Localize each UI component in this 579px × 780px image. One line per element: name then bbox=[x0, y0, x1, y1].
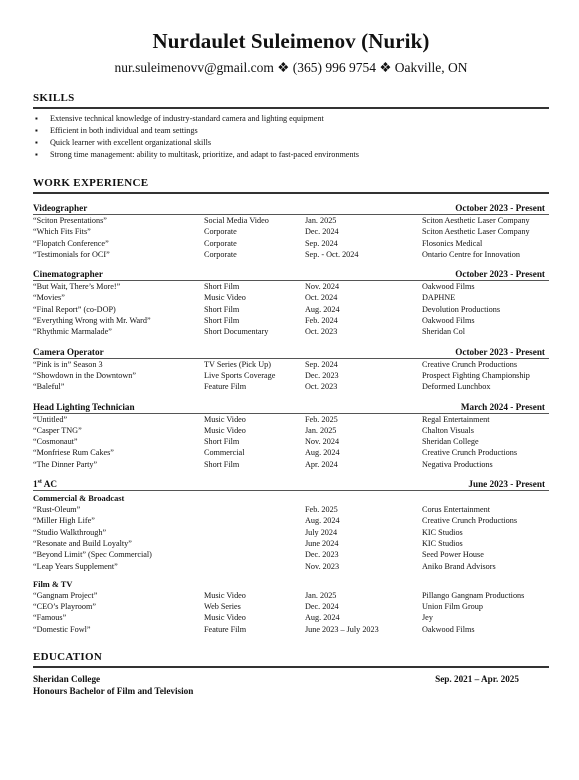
credit-company: KIC Studios bbox=[422, 527, 463, 537]
credit-title: “Everything Wrong with Mr. Ward” bbox=[33, 316, 151, 326]
credit-row bbox=[33, 292, 549, 303]
credit-company: Regal Entertainment bbox=[422, 414, 490, 424]
credit-company: KIC Studios bbox=[422, 538, 463, 548]
credit-row bbox=[33, 549, 549, 560]
skills-divider bbox=[33, 107, 549, 109]
role-first-ac bbox=[33, 478, 549, 635]
role-dates: October 2023 - Present bbox=[455, 203, 545, 213]
work-heading: WORK EXPERIENCE bbox=[33, 177, 149, 189]
credit-date: Aug. 2024 bbox=[305, 613, 340, 623]
credit-company: Oakwood Films bbox=[422, 624, 475, 634]
credit-row bbox=[33, 436, 549, 447]
credit-company: Devolution Productions bbox=[422, 304, 501, 314]
credit-row bbox=[33, 590, 549, 601]
credit-type: TV Series (Pick Up) bbox=[204, 359, 271, 369]
credit-company: Creative Crunch Productions bbox=[422, 359, 518, 369]
credit-company: Creative Crunch Productions bbox=[422, 448, 518, 458]
credit-type: Feature Film bbox=[204, 382, 247, 392]
role-title: Cinematographer bbox=[33, 269, 103, 280]
skill-item: ▪ Strong time management: ability to multitask, prioritize, and adapt to fast-paced environments bbox=[33, 149, 549, 161]
role-title: Videographer bbox=[33, 203, 88, 213]
credit-type bbox=[204, 515, 305, 526]
credit-list bbox=[33, 281, 549, 337]
credit-type: Commercial bbox=[204, 448, 245, 458]
credit-title: “Casper TNG” bbox=[33, 425, 82, 435]
credit-date: Oct. 2023 bbox=[305, 327, 338, 337]
role-head-lighting bbox=[33, 401, 549, 470]
credit-date: Apr. 2024 bbox=[305, 459, 338, 469]
credit-row bbox=[33, 601, 549, 612]
credit-row bbox=[33, 414, 549, 425]
credit-company: Sciton Aesthetic Laser Company bbox=[422, 227, 530, 237]
role-title: 1st AC bbox=[33, 478, 57, 490]
credit-type: Short Film bbox=[204, 304, 240, 314]
skills-heading: SKILLS bbox=[33, 92, 75, 104]
credit-company: Negativa Productions bbox=[422, 459, 493, 469]
credit-type: Corporate bbox=[204, 238, 237, 248]
role-title: Camera Operator bbox=[33, 346, 104, 357]
credit-title: “Pink is in” Season 3 bbox=[33, 359, 103, 369]
candidate-name: Nurdaulet Suleimenov (Nurik) bbox=[152, 29, 430, 53]
credit-row bbox=[33, 315, 549, 326]
credit-type: Corporate bbox=[204, 249, 237, 259]
credit-type: Short Film bbox=[204, 437, 240, 447]
credit-title: “Sciton Presentations” bbox=[33, 216, 107, 225]
credit-date: Dec. 2023 bbox=[305, 370, 339, 380]
skill-item: ▪ Efficient in both individual and team settings bbox=[33, 125, 549, 137]
credit-date: Sep. 2024 bbox=[305, 359, 338, 369]
credit-type: Music Video bbox=[204, 590, 246, 600]
credit-company: Chalton Visuals bbox=[422, 425, 474, 435]
education-dates: Sep. 2021 – Apr. 2025 bbox=[435, 674, 519, 685]
credit-type: Corporate bbox=[204, 227, 237, 237]
credit-date: Jan. 2025 bbox=[305, 216, 337, 225]
credit-date: Aug. 2024 bbox=[305, 516, 340, 526]
role-divider bbox=[33, 490, 549, 491]
credit-row bbox=[33, 624, 549, 635]
skill-item: ▪ Quick learner with excellent organizational skills bbox=[33, 137, 549, 149]
credit-type: Web Series bbox=[204, 602, 241, 612]
credit-type: Short Film bbox=[204, 282, 240, 292]
credit-type: Social Media Video bbox=[204, 216, 269, 225]
credit-row bbox=[33, 538, 549, 549]
credit-company: Deformed Lunchbox bbox=[422, 382, 491, 392]
credit-row bbox=[33, 238, 549, 249]
credit-row bbox=[33, 425, 549, 436]
credit-type bbox=[204, 504, 305, 515]
credit-title: “Rust-Oleum” bbox=[33, 505, 81, 515]
credit-title: “Domestic Fowl” bbox=[33, 624, 91, 634]
credit-row bbox=[33, 304, 549, 315]
credit-title: “Monfriese Rum Cakes” bbox=[33, 448, 114, 458]
credit-list bbox=[33, 359, 549, 393]
credit-title: “Resonate and Build Loyalty” bbox=[33, 538, 132, 548]
credit-type bbox=[204, 561, 305, 572]
contact-line: nur.suleimenovv@gmail.com ❖ (365) 996 9754 ❖ Oakville, ON bbox=[114, 60, 468, 75]
credit-title: “CEO’s Playroom” bbox=[33, 602, 96, 612]
credit-date: Sep. - Oct. 2024 bbox=[305, 249, 359, 259]
credit-title: “Studio Walkthrough” bbox=[33, 527, 107, 537]
credit-company: Sheridan Col bbox=[422, 327, 465, 337]
credit-row bbox=[33, 326, 549, 337]
role-camera-operator bbox=[33, 346, 549, 393]
credit-title: “Baleful” bbox=[33, 382, 65, 392]
resume-page bbox=[0, 28, 579, 780]
credit-date: Sep. 2024 bbox=[305, 238, 338, 248]
credit-list bbox=[33, 215, 549, 260]
credit-title: “The Dinner Party” bbox=[33, 459, 98, 469]
credit-type: Music Video bbox=[204, 425, 246, 435]
credit-date: July 2024 bbox=[305, 527, 338, 537]
degree-name: Honours Bachelor of Film and Television bbox=[33, 686, 194, 697]
credit-date: Nov. 2023 bbox=[305, 561, 340, 571]
credit-date: Oct. 2024 bbox=[305, 293, 338, 303]
subsection-title: Commercial & Broadcast bbox=[33, 494, 125, 504]
credit-list bbox=[33, 414, 549, 470]
credit-company: Sciton Aesthetic Laser Company bbox=[422, 216, 530, 225]
credit-company: Flosonics Medical bbox=[422, 238, 483, 248]
credit-date: June 2024 bbox=[305, 538, 339, 548]
credit-title: “Famous” bbox=[33, 613, 67, 623]
credit-title: “But Wait, There’s More!” bbox=[33, 282, 121, 292]
role-dates: March 2024 - Present bbox=[460, 401, 545, 412]
credit-date: Oct. 2023 bbox=[305, 382, 338, 392]
credit-type bbox=[204, 538, 305, 549]
credit-title: “Showdown in the Downtown” bbox=[33, 370, 137, 380]
credit-title: “Gangnam Project” bbox=[33, 590, 98, 600]
skill-item: ▪ Extensive technical knowledge of industry-standard camera and lighting equipment bbox=[33, 113, 549, 125]
credit-type: Music Video bbox=[204, 414, 246, 424]
credit-row bbox=[33, 504, 549, 515]
credit-company: Oakwood Films bbox=[422, 282, 475, 292]
role-dates: June 2023 - Present bbox=[468, 479, 545, 490]
credit-row bbox=[33, 249, 549, 260]
credit-title: “Leap Years Supplement” bbox=[33, 561, 118, 571]
credit-date: Nov. 2024 bbox=[305, 282, 340, 292]
credit-row bbox=[33, 215, 549, 226]
credit-title: “Movies” bbox=[33, 293, 65, 303]
credit-company: Prospect Fighting Championship bbox=[422, 370, 530, 380]
credit-date: June 2023 – July 2023 bbox=[305, 624, 379, 634]
role-dates: October 2023 - Present bbox=[455, 269, 545, 280]
credit-row bbox=[33, 561, 549, 572]
credit-type: Live Sports Coverage bbox=[204, 370, 276, 380]
credit-title: “Testimonials for OCI” bbox=[33, 249, 110, 259]
credit-date: Feb. 2024 bbox=[305, 316, 338, 326]
role-cinematographer bbox=[33, 268, 549, 337]
credit-type bbox=[204, 549, 305, 560]
credit-row bbox=[33, 281, 549, 292]
credit-company: Ontario Centre for Innovation bbox=[422, 249, 520, 259]
credit-date: Dec. 2024 bbox=[305, 602, 339, 612]
credit-title: “Final Report” (co-DOP) bbox=[33, 304, 116, 314]
credit-date: Jan. 2025 bbox=[305, 590, 337, 600]
credit-date: Dec. 2023 bbox=[305, 550, 339, 560]
credit-row bbox=[33, 447, 549, 458]
credit-date: Aug. 2024 bbox=[305, 304, 340, 314]
education-divider bbox=[33, 666, 549, 668]
credit-row bbox=[33, 359, 549, 370]
credit-title: “Flopatch Conference” bbox=[33, 238, 109, 248]
subsection-title: Film & TV bbox=[33, 579, 73, 589]
credit-date: Jan. 2025 bbox=[305, 425, 337, 435]
work-divider bbox=[33, 192, 549, 194]
credit-title: “Beyond Limit” (Spec Commercial) bbox=[33, 550, 152, 560]
credit-date: Aug. 2024 bbox=[305, 448, 340, 458]
credit-row bbox=[33, 612, 549, 623]
credit-company: Seed Power House bbox=[422, 550, 484, 560]
credit-title: “Rhythmic Marmalade” bbox=[33, 327, 112, 337]
credit-company: Union Film Group bbox=[422, 602, 483, 612]
credit-title: “Cosmonaut” bbox=[33, 437, 78, 447]
credit-company: Sheridan College bbox=[422, 437, 479, 447]
credit-company: Pillango Gangnam Productions bbox=[422, 590, 525, 600]
skills-list bbox=[33, 113, 549, 161]
credit-date: Feb. 2025 bbox=[305, 414, 338, 424]
credit-type: Music Video bbox=[204, 613, 246, 623]
credit-type: Music Video bbox=[204, 293, 246, 303]
credit-company: Oakwood Films bbox=[422, 316, 475, 326]
credit-type: Short Film bbox=[204, 459, 240, 469]
role-dates: October 2023 - Present bbox=[455, 346, 545, 357]
school-name: Sheridan College bbox=[33, 674, 101, 685]
credit-title: “Which Fits Fits” bbox=[33, 227, 91, 237]
credit-company: Aniko Brand Advisors bbox=[422, 561, 496, 571]
credit-date: Feb. 2025 bbox=[305, 505, 338, 515]
credit-type: Short Film bbox=[204, 316, 240, 326]
credit-row bbox=[33, 381, 549, 392]
education-heading: EDUCATION bbox=[33, 651, 103, 664]
credit-date: Nov. 2024 bbox=[305, 437, 340, 447]
role-videographer bbox=[33, 202, 549, 260]
credit-company: DAPHNE bbox=[422, 293, 456, 303]
credit-list bbox=[33, 590, 549, 635]
credit-row bbox=[33, 459, 549, 470]
credit-row bbox=[33, 370, 549, 381]
credit-company: Corus Entertainment bbox=[422, 505, 490, 515]
credit-title: “Miller High Life” bbox=[33, 516, 95, 526]
credit-type: Short Documentary bbox=[204, 327, 269, 337]
credit-type bbox=[204, 527, 305, 538]
credit-company: Creative Crunch Productions bbox=[422, 516, 518, 526]
credit-title: “Untitled” bbox=[33, 414, 68, 424]
credit-list bbox=[33, 504, 549, 572]
credit-type: Feature Film bbox=[204, 624, 247, 634]
credit-company: Jey bbox=[422, 613, 433, 623]
role-title: Head Lighting Technician bbox=[33, 401, 135, 412]
credit-row bbox=[33, 226, 549, 237]
credit-date: Dec. 2024 bbox=[305, 227, 339, 237]
credit-row bbox=[33, 515, 549, 526]
credit-row bbox=[33, 527, 549, 538]
